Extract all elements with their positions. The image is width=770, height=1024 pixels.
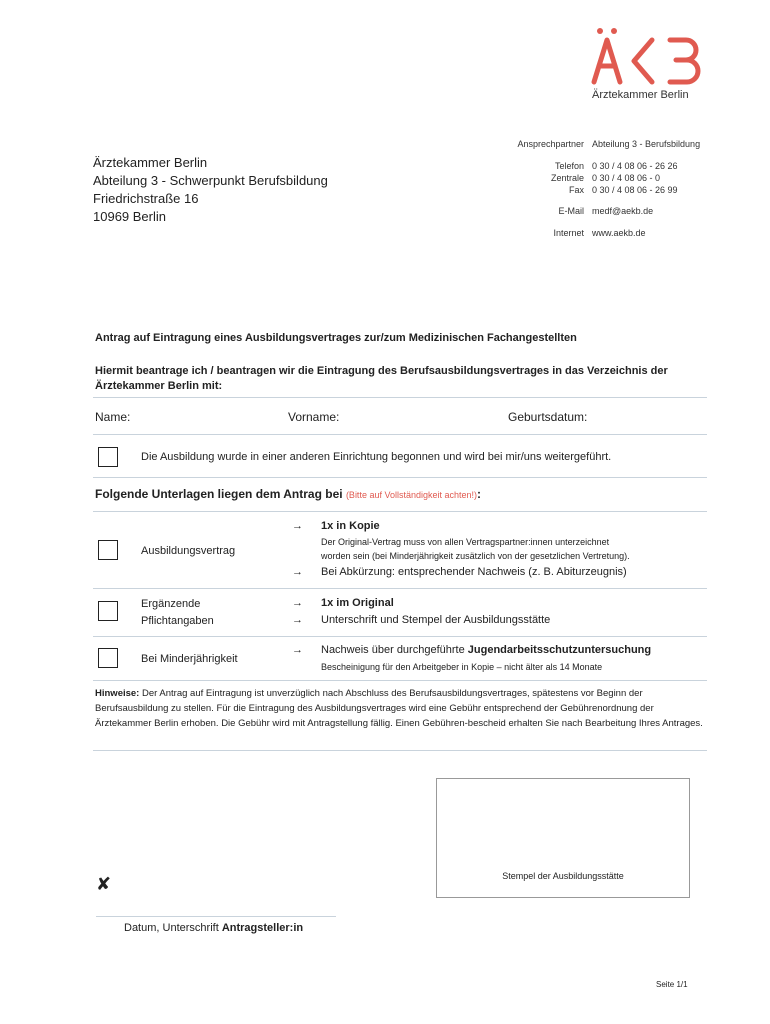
documents-colon: : (477, 487, 482, 501)
signature-prefix: Datum, Unterschrift (124, 922, 219, 934)
hinweise-text: Der Antrag auf Eintragung ist unverzüglich nach Abschluss des Berufsausbildungsvertrages, spätestens vor Beginn der Berufsausbildung zu stellen. Für die Eintragung des Ausbildungsvertrages wird eine Gebühr entsprechend der Gebührenordnung der Ärztekammer Berlin erhoben. Die Gebühr wird mit Antragstellung fällig. Einen Gebühren-bescheid erhalten Sie nach Bearbeitung Ihres Antrages. (95, 688, 703, 729)
divider (93, 434, 707, 435)
item3-line2: Bescheinigung für den Arbeitgeber in Kopie – nicht älter als 14 Monate (321, 662, 603, 672)
arrow-icon: → (292, 597, 303, 609)
divider (93, 750, 707, 751)
stamp-box[interactable] (436, 778, 690, 898)
divider (93, 477, 707, 478)
divider (93, 511, 707, 512)
address-line: 10969 Berlin (93, 209, 166, 224)
item3-line1-prefix: Nachweis über durchgeführte (321, 644, 465, 656)
divider (93, 680, 707, 681)
internet-label: Internet (553, 228, 584, 238)
fax-label: Fax (568, 185, 584, 195)
form-intro: Hiermit beantrage ich / beantragen wir die Eintragung des Berufsausbildungsvertrages in das Verzeichnis der Ärztekammer Berlin mit: (95, 365, 668, 392)
aekb-logo (590, 26, 702, 88)
other-institution-text: Die Ausbildung wurde in einer anderen Einrichtung begonnen und wird bei mir/uns weitergeführt. (141, 451, 612, 463)
signature-caption (124, 922, 303, 934)
ansprechpartner-label: Ansprechpartner (517, 139, 584, 149)
item1-line3: worden sein (bei Minderjährigkeit zusätzlich von der gesetzlichen Vertretung). (321, 551, 630, 561)
email-value: medf@aekb.de (592, 206, 654, 216)
telefon-value: 0 30 / 4 08 06 - 26 26 (592, 161, 678, 171)
address-line: Abteilung 3 - Schwerpunkt Berufsbildung (93, 173, 328, 188)
hinweise-label: Hinweise: (95, 688, 140, 699)
item2-line2: Unterschrift und Stempel der Ausbildungsstätte (321, 614, 551, 626)
item3-line1-bold: Jugendarbeitsschutzuntersuchung (467, 644, 652, 656)
divider (93, 636, 707, 637)
documents-heading-text: Folgende Unterlagen liegen dem Antrag bei (95, 487, 343, 501)
ausbildungsvertrag-checkbox[interactable] (98, 540, 118, 560)
item1-line1: 1x in Kopie (321, 520, 380, 532)
zentrale-value: 0 30 / 4 08 06 - 0 (592, 173, 661, 183)
arrow-icon: → (292, 566, 303, 578)
form-title: Antrag auf Eintragung eines Ausbildungsvertrages zur/zum Medizinischen Fachangestellten (95, 332, 577, 344)
stamp-label: Stempel der Ausbildungsstätte (502, 871, 624, 881)
address-line: Ärztekammer Berlin (93, 155, 208, 170)
pflichtangaben-label-line2: Pflichtangaben (141, 615, 214, 627)
logo-name: Ärztekammer Berlin (592, 89, 689, 101)
zentrale-label: Zentrale (550, 173, 584, 183)
signature-line[interactable] (96, 916, 336, 917)
sign-mark-icon: ✘ (96, 874, 112, 894)
documents-heading (95, 487, 481, 501)
arrow-icon: → (292, 520, 303, 532)
minderjaehrigkeit-checkbox[interactable] (98, 648, 118, 668)
name-label[interactable]: Name: (95, 410, 131, 424)
arrow-icon: → (292, 614, 303, 626)
geburtsdatum-label[interactable]: Geburtsdatum: (508, 410, 588, 424)
email-label: E-Mail (558, 206, 584, 216)
contact-block (484, 138, 724, 248)
pflichtangaben-checkbox[interactable] (98, 601, 118, 621)
vorname-label[interactable]: Vorname: (288, 410, 340, 424)
arrow-icon: → (292, 644, 303, 656)
recipient-address (93, 154, 328, 226)
documents-note: (Bitte auf Vollständigkeit achten!) (345, 490, 478, 500)
telefon-label: Telefon (554, 161, 584, 171)
pflichtangaben-label-line1: Ergänzende (141, 598, 201, 610)
page-number: Seite 1/1 (656, 980, 688, 989)
item1-line4: Bei Abkürzung: entsprechender Nachweis (z. B. Abiturzeugnis) (321, 566, 627, 578)
item2-line1: 1x im Original (321, 597, 394, 609)
hinweise-block (95, 686, 710, 731)
divider (93, 397, 707, 398)
ausbildungsvertrag-label: Ausbildungsvertrag (141, 545, 236, 557)
item1-line2: Der Original-Vertrag muss von allen Vertragspartner:innen unterzeichnet (321, 537, 610, 547)
internet-value: www.aekb.de (592, 228, 646, 238)
ansprechpartner-value: Abteilung 3 - Berufsbildung (592, 139, 701, 149)
minderjaehrigkeit-label: Bei Minderjährigkeit (141, 653, 238, 665)
fax-value: 0 30 / 4 08 06 - 26 99 (592, 185, 678, 195)
address-line: Friedrichstraße 16 (93, 191, 199, 206)
item3-line1 (321, 644, 651, 656)
other-institution-checkbox[interactable] (98, 447, 118, 467)
divider (93, 588, 707, 589)
signature-bold: Antragsteller:in (221, 922, 304, 934)
